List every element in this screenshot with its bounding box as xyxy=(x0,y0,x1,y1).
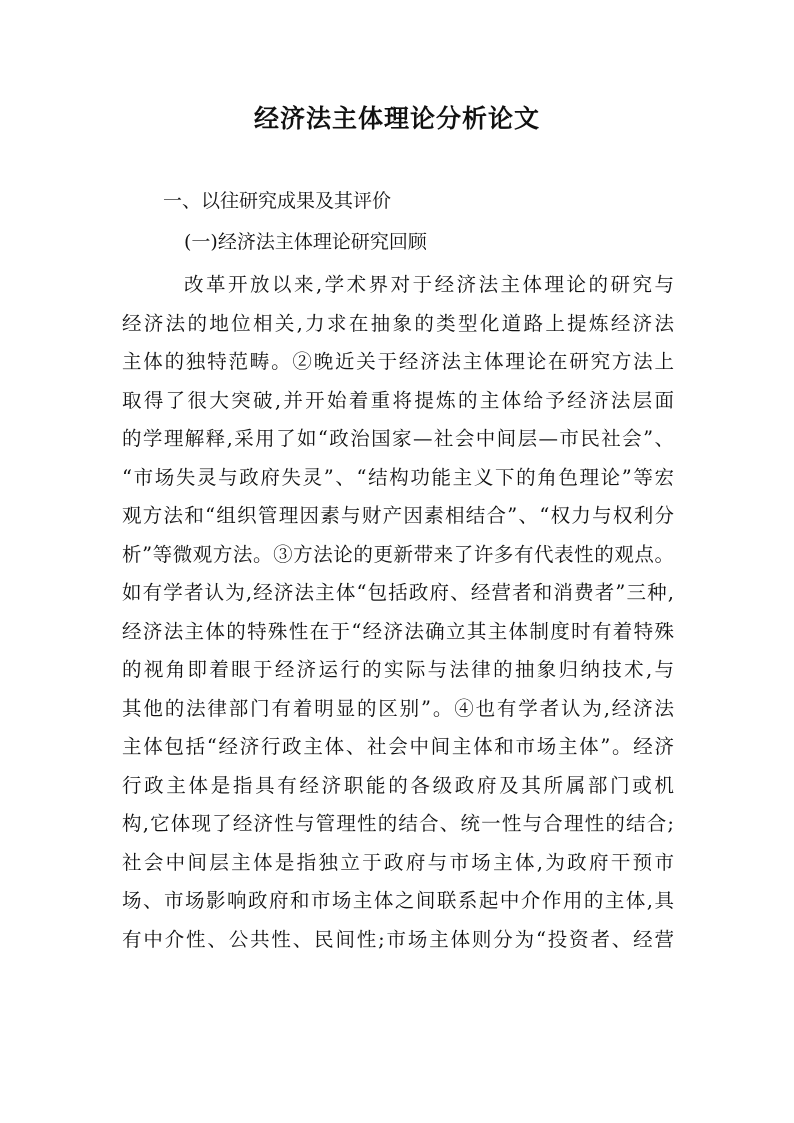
paragraph-line: 析”等微观方法。③方法论的更新带来了许多有代表性的观点。 xyxy=(122,542,674,566)
paragraph-line: 取得了很大突破,并开始着重将提炼的主体给予经济法层面 xyxy=(122,388,674,412)
paragraph-line: 经济法的地位相关,力求在抽象的类型化道路上提炼经济法 xyxy=(122,311,674,335)
paragraph-line: 有中介性、公共性、民间性;市场主体则分为“投资者、经营 xyxy=(122,927,674,951)
paragraph-line: 主体包括“经济行政主体、社会中间主体和市场主体”。经济 xyxy=(122,735,674,758)
paragraph-line: 观方法和“组织管理因素与财产因素相结合”、“权力与权利分 xyxy=(122,504,674,527)
document-title: 经济法主体理论分析论文 xyxy=(253,104,540,133)
paragraph-line: 经济法主体的特殊性在于“经济法确立其主体制度时有着特殊 xyxy=(122,619,674,643)
paragraph-line: 场、市场影响政府和市场主体之间联系起中介作用的主体,具 xyxy=(122,889,674,912)
paragraph-line: 的视角即着眼于经济运行的实际与法律的抽象归纳技术,与 xyxy=(122,658,674,681)
paragraph-line: 改革开放以来,学术界对于经济法主体理论的研究与 xyxy=(184,273,674,296)
section-heading: 一、以往研究成果及其评价 xyxy=(163,190,392,212)
paragraph-line: 构,它体现了经济性与管理性的结合、统一性与合理性的结合; xyxy=(122,812,674,835)
paragraph-line: 的学理解释,采用了如“政治国家—社会中间层—市民社会”、 xyxy=(122,427,674,450)
body-paragraph xyxy=(122,266,674,959)
paragraph-line: “市场失灵与政府失灵”、“结构功能主义下的角色理论”等宏 xyxy=(122,465,674,489)
paragraph-line: 其他的法律部门有着明显的区别”。④也有学者认为,经济法 xyxy=(122,696,674,720)
paragraph-line: 如有学者认为,经济法主体“包括政府、经营者和消费者”三种, xyxy=(122,581,674,604)
paragraph-line: 行政主体是指具有经济职能的各级政府及其所属部门或机 xyxy=(122,773,674,797)
paragraph-line: 主体的独特范畴。②晚近关于经济法主体理论在研究方法上 xyxy=(122,350,674,373)
paragraph-line: 社会中间层主体是指独立于政府与市场主体,为政府干预市 xyxy=(122,850,674,874)
subsection-heading: (一)经济法主体理论研究回顾 xyxy=(184,231,427,253)
